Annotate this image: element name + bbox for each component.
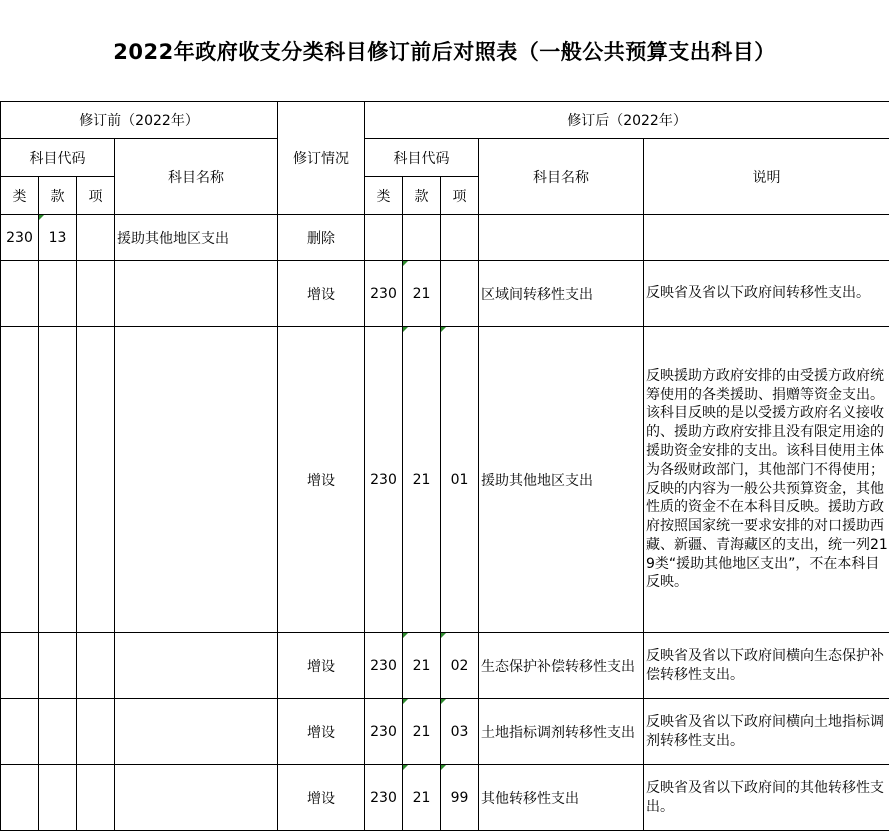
note-cell: 反映援助方政府安排的由受援方政府统筹使用的各类援助、捐赠等资金支出。该科目反映的是以受援方政府名义接收的、援助方政府安排且没有限定用途的援助资金安排的支出。该科目使用主体为各级财政部门，其他部门不得使用；反映的内容为一般公共预算资金，其他性质的资金不在本科目反映。援助方政府按照国家统一要求安排的对口援助西藏、新疆、青海藏区的支出，统一列219类“援助其他地区支出”，不在本科目反映。 [644,327,889,633]
after-xiang-cell: 03 [441,699,479,765]
before-lei-header: 类 [1,177,39,215]
revision-status-header: 修订情况 [278,102,365,215]
before-kuan-cell [39,633,77,699]
before-xiang-cell [77,765,115,831]
before-xiang-cell [77,327,115,633]
note-cell: 反映省及省以下政府间横向土地指标调剂转移性支出。 [644,699,889,765]
after-lei-cell: 230 [365,633,403,699]
before-kuan-cell: 13 [39,215,77,261]
before-name-header: 科目名称 [115,139,278,215]
after-xiang-cell: 01 [441,327,479,633]
after-kuan-cell: 21 [403,261,441,327]
after-xiang-cell [441,261,479,327]
status-cell: 增设 [278,633,365,699]
header-row-groups [1,102,889,139]
note-cell: 反映省及省以下政府间横向生态保护补偿转移性支出。 [644,633,889,699]
status-cell: 增设 [278,261,365,327]
before-code-header: 科目代码 [1,139,115,177]
before-xiang-cell [77,215,115,261]
table-row [1,633,889,699]
before-kuan-cell [39,765,77,831]
before-kuan-cell [39,699,77,765]
note-cell: 反映省及省以下政府间转移性支出。 [644,261,889,327]
after-name-cell [479,215,644,261]
table-row [1,699,889,765]
after-xiang-cell: 02 [441,633,479,699]
before-name-cell [115,327,278,633]
before-name-cell [115,699,278,765]
table-row [1,327,889,633]
status-cell: 增设 [278,699,365,765]
before-lei-cell [1,261,39,327]
header-row-codes [1,139,889,177]
before-name-cell [115,261,278,327]
note-header: 说明 [644,139,889,215]
note-cell: 反映省及省以下政府间的其他转移性支出。 [644,765,889,831]
after-name-header: 科目名称 [479,139,644,215]
before-name-cell [115,765,278,831]
before-group-header: 修订前（2022年） [1,102,278,139]
after-xiang-cell: 99 [441,765,479,831]
table-row [1,261,889,327]
status-cell: 增设 [278,327,365,633]
before-name-cell [115,633,278,699]
status-cell: 增设 [278,765,365,831]
after-xiang-header: 项 [441,177,479,215]
after-group-header: 修订后（2022年） [365,102,889,139]
table-row [1,215,889,261]
after-lei-header: 类 [365,177,403,215]
before-xiang-cell [77,633,115,699]
note-cell [644,215,889,261]
after-kuan-cell: 21 [403,327,441,633]
after-xiang-cell [441,215,479,261]
after-name-cell: 区域间转移性支出 [479,261,644,327]
after-kuan-cell: 21 [403,699,441,765]
before-lei-cell [1,633,39,699]
after-lei-cell: 230 [365,699,403,765]
after-name-cell: 土地指标调剂转移性支出 [479,699,644,765]
after-kuan-cell: 21 [403,633,441,699]
before-name-cell: 援助其他地区支出 [115,215,278,261]
before-kuan-header: 款 [39,177,77,215]
before-xiang-cell [77,699,115,765]
before-xiang-cell [77,261,115,327]
after-lei-cell: 230 [365,327,403,633]
after-kuan-cell: 21 [403,765,441,831]
before-lei-cell [1,327,39,633]
before-xiang-header: 项 [77,177,115,215]
after-code-header: 科目代码 [365,139,479,177]
after-name-cell: 其他转移性支出 [479,765,644,831]
revision-comparison-table [0,101,889,831]
after-lei-cell: 230 [365,765,403,831]
before-lei-cell [1,765,39,831]
before-kuan-cell [39,261,77,327]
after-kuan-cell [403,215,441,261]
before-lei-cell [1,699,39,765]
after-name-cell: 生态保护补偿转移性支出 [479,633,644,699]
before-kuan-cell [39,327,77,633]
after-kuan-header: 款 [403,177,441,215]
before-lei-cell: 230 [1,215,39,261]
status-cell: 删除 [278,215,365,261]
page-title: 2022年政府收支分类科目修订前后对照表（一般公共预算支出科目） [113,40,776,64]
table-row [1,765,889,831]
after-lei-cell: 230 [365,261,403,327]
after-name-cell: 援助其他地区支出 [479,327,644,633]
after-lei-cell [365,215,403,261]
